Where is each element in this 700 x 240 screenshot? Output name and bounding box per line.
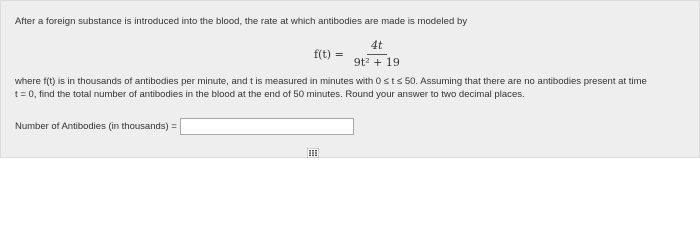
keypad-button[interactable] xyxy=(305,147,321,159)
keypad-icon xyxy=(307,148,319,158)
answer-row xyxy=(15,118,354,135)
formula-lhs: f(t) = xyxy=(314,47,344,61)
answer-input[interactable] xyxy=(180,118,354,135)
formula-fraction xyxy=(350,40,404,69)
problem-body: where f(t) is in thousands of antibodies per minute, and t is measured in minutes with 0 ≤ t ≤ 50. Assuming that there are no antibodies present at time t = 0, find the total number of antibodies in the blood at the end of 50 minutes. Round your answer to two decimal places. xyxy=(15,76,647,100)
formula-denominator: 9t² + 19 xyxy=(353,55,400,69)
problem-intro: After a foreign substance is introduced into the blood, the rate at which antibodies are made is modeled by xyxy=(15,16,468,27)
formula xyxy=(314,37,404,71)
formula-numerator: 4t xyxy=(367,40,386,55)
answer-label: Number of Antibodies (in thousands) = xyxy=(15,121,177,132)
